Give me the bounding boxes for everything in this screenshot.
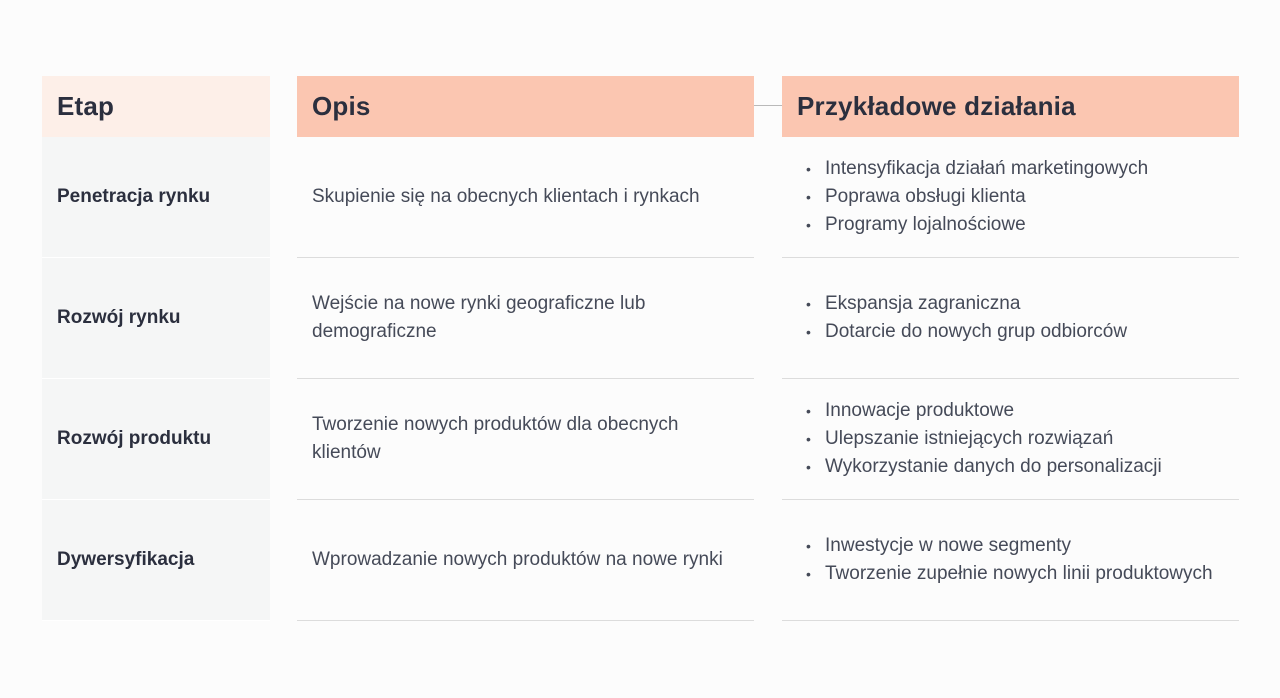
action-item: • Wykorzystanie danych do personalizacji: [825, 453, 1162, 481]
description-cell: Tworzenie nowych produktów dla obecnych klientów: [297, 379, 754, 500]
action-item: • Programy lojalnościowe: [825, 211, 1148, 239]
actions-list: [797, 155, 1148, 239]
action-item: • Innowacje produktowe: [825, 397, 1162, 425]
description-cell: Wprowadzanie nowych produktów na nowe rynki: [297, 500, 754, 621]
stage-cell: Rozwój rynku: [42, 258, 270, 379]
actions-list: [797, 397, 1162, 481]
actions-list: [797, 290, 1127, 346]
action-item: • Ulepszanie istniejących rozwiązań: [825, 425, 1162, 453]
stage-cell: Penetracja rynku: [42, 137, 270, 258]
action-item: • Ekspansja zagraniczna: [825, 290, 1127, 318]
actions-cell: [782, 379, 1239, 500]
actions-header: Przykładowe działania: [782, 76, 1239, 137]
stage-cell: Rozwój produktu: [42, 379, 270, 500]
action-item: • Intensyfikacja działań marketingowych: [825, 155, 1148, 183]
stage-header: Etap: [42, 76, 270, 137]
actions-cell: [782, 137, 1239, 258]
actions-cell: [782, 258, 1239, 379]
action-item: • Poprawa obsługi klienta: [825, 183, 1148, 211]
action-item: • Tworzenie zupełnie nowych linii produktowych: [825, 560, 1213, 588]
description-header: Opis: [297, 76, 754, 137]
actions-cell: [782, 500, 1239, 621]
actions-column: [782, 76, 1239, 621]
description-column: [297, 76, 754, 621]
header-connector-line: [754, 105, 782, 106]
action-item: • Dotarcie do nowych grup odbiorców: [825, 318, 1127, 346]
stage-column: [42, 76, 270, 621]
description-cell: Skupienie się na obecnych klientach i rynkach: [297, 137, 754, 258]
action-item: • Inwestycje w nowe segmenty: [825, 532, 1213, 560]
stage-cell: Dywersyfikacja: [42, 500, 270, 621]
description-cell: Wejście na nowe rynki geograficzne lub demograficzne: [297, 258, 754, 379]
actions-list: [797, 532, 1213, 588]
